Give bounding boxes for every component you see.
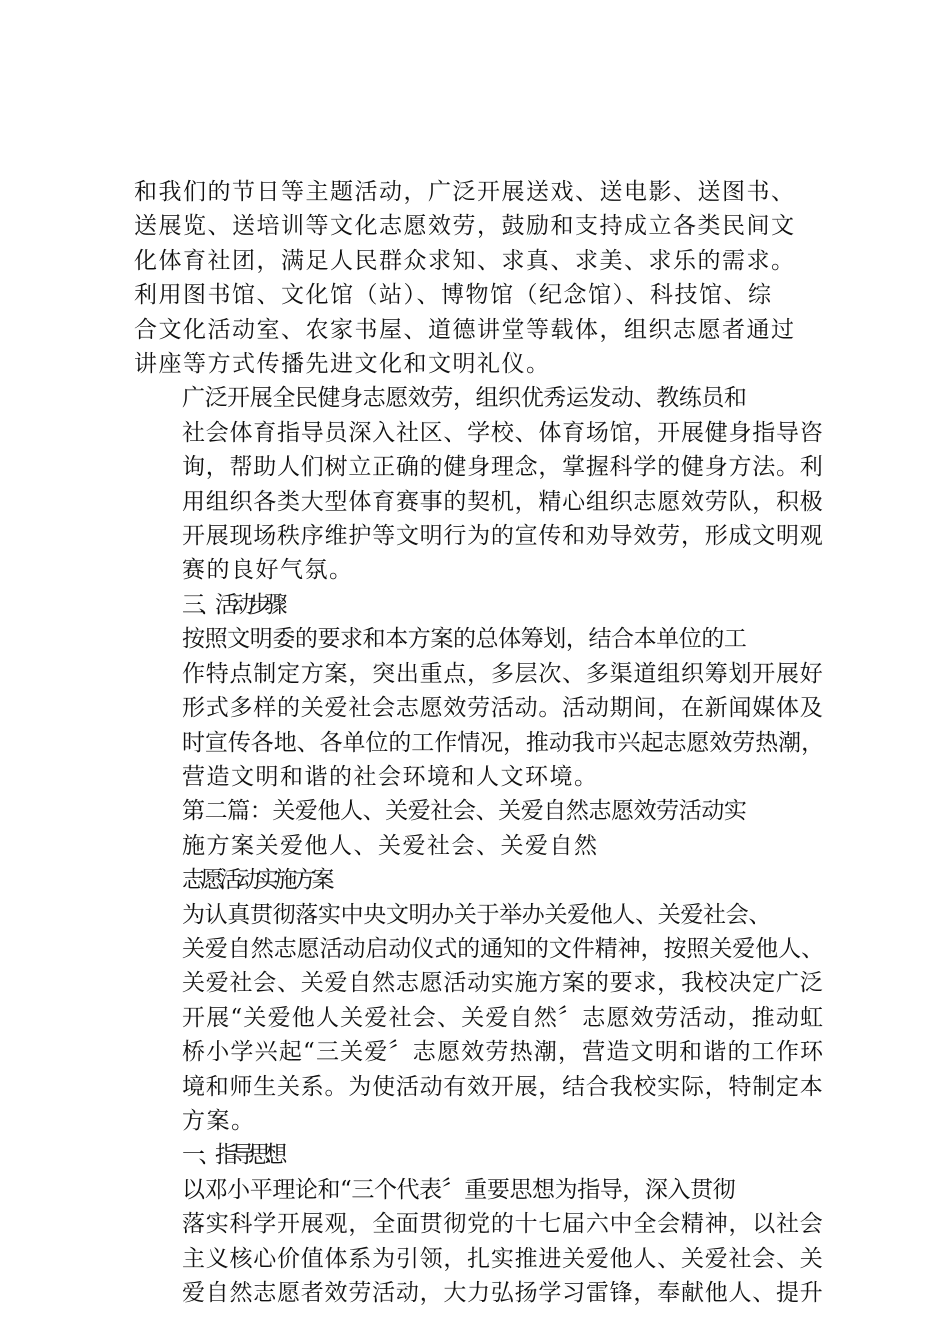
text-line: 合文化活动室、农家书屋、道德讲堂等载体，组织志愿者通过 [134,316,796,343]
text-line: 用组织各类大型体育赛事的契机，精心组织志愿效劳队，积极 [182,488,824,515]
text-line: 按照文明委的要求和本方案的总体筹划，结合本单位的工 [182,626,747,653]
text-line: 为认真贯彻落实中央文明办关于举办关爱他人、关爱社会、 [182,901,772,928]
text-line: 三、活动步骤 [182,591,281,618]
paragraph [134,863,824,897]
text-line: 营造文明和谐的社会环境和人文环境。 [182,763,599,790]
paragraph [134,1173,824,1311]
text-line: 开展“关爱他人关爱社会、关爱自然〞志愿效劳活动，推动虹 [182,1004,825,1031]
text-line: 和我们的节日等主题活动，广泛开展送戏、送电影、送图书、 [134,179,796,205]
paragraph [134,1138,824,1172]
text-line: 爱自然志愿者效劳活动，大力弘扬学习雷锋，奉献他人、提升 [182,1280,824,1306]
text-line: 讲座等方式传播先进文化和文明礼仪。 [134,351,551,378]
text-line: 赛的良好气氛。 [182,557,354,584]
text-line: 方案。 [182,1107,256,1134]
text-line: 询，帮助人们树立正确的健身理念，掌握科学的健身方法。利 [182,454,824,481]
text-line: 桥小学兴起“三关爱〞志愿效劳热潮，营造文明和谐的工作环 [182,1039,825,1066]
text-line: 境和师生关系。为使活动有效开展，结合我校实际，特制定本 [182,1073,824,1100]
text-line: 关爱自然志愿活动启动仪式的通知的文件精神，按照关爱他人、 [182,935,825,962]
text-line: 关爱社会、关爱自然志愿活动实施方案的要求，我校决定广泛 [182,970,824,997]
text-line: 广泛开展全民健身志愿效劳，组织优秀运发动、教练员和 [182,385,747,412]
paragraph [134,898,824,1139]
text-line: 作特点制定方案，突出重点，多层次、多渠道组织筹划开展好 [182,660,824,687]
text-line: 时宣传各地、各单位的工作情况，推动我市兴起志愿效劳热潮， [182,729,825,756]
paragraph [134,588,824,622]
text-line: 形式多样的关爱社会志愿效劳活动。活动期间，在新闻媒体及 [182,695,824,722]
text-line: 开展现场秩序维护等文明行为的宣传和劝导效劳，形成文明观 [182,523,824,550]
text-line: 一、指导思想 [182,1142,281,1169]
document-body [134,175,824,1310]
text-line: 利用图书馆、文化馆（站）、博物馆（纪念馆）、科技馆、综 [134,282,773,309]
text-line: 社会体育指导员深入社区、学校、体育场馆，开展健身指导咨 [182,419,824,446]
text-line: 施方案关爱他人、关爱社会、关爱自然 [182,832,599,859]
text-line: 化体育社团，满足人民群众求知、求真、求美、求乐的需求。 [134,247,796,274]
text-line: 第二篇：关爱他人、关爱社会、关爱自然志愿效劳活动实 [182,798,747,825]
text-line: 落实科学开展观，全面贯彻党的十七届六中全会精神，以社会 [182,1211,824,1238]
text-line: 主义核心价值体系为引领，扎实推进关爱他人、关爱社会、关 [182,1245,824,1272]
text-line: 志愿活动实施方案 [182,867,330,894]
paragraph [134,175,824,381]
paragraph [134,622,824,794]
text-line: 送展览、送培训等文化志愿效劳，鼓励和支持成立各类民间文 [134,213,796,240]
paragraph [134,381,824,587]
paragraph [134,794,824,863]
text-line: 以邓小平理论和“三个代表〞重要思想为指导，深入贯彻 [182,1176,736,1203]
